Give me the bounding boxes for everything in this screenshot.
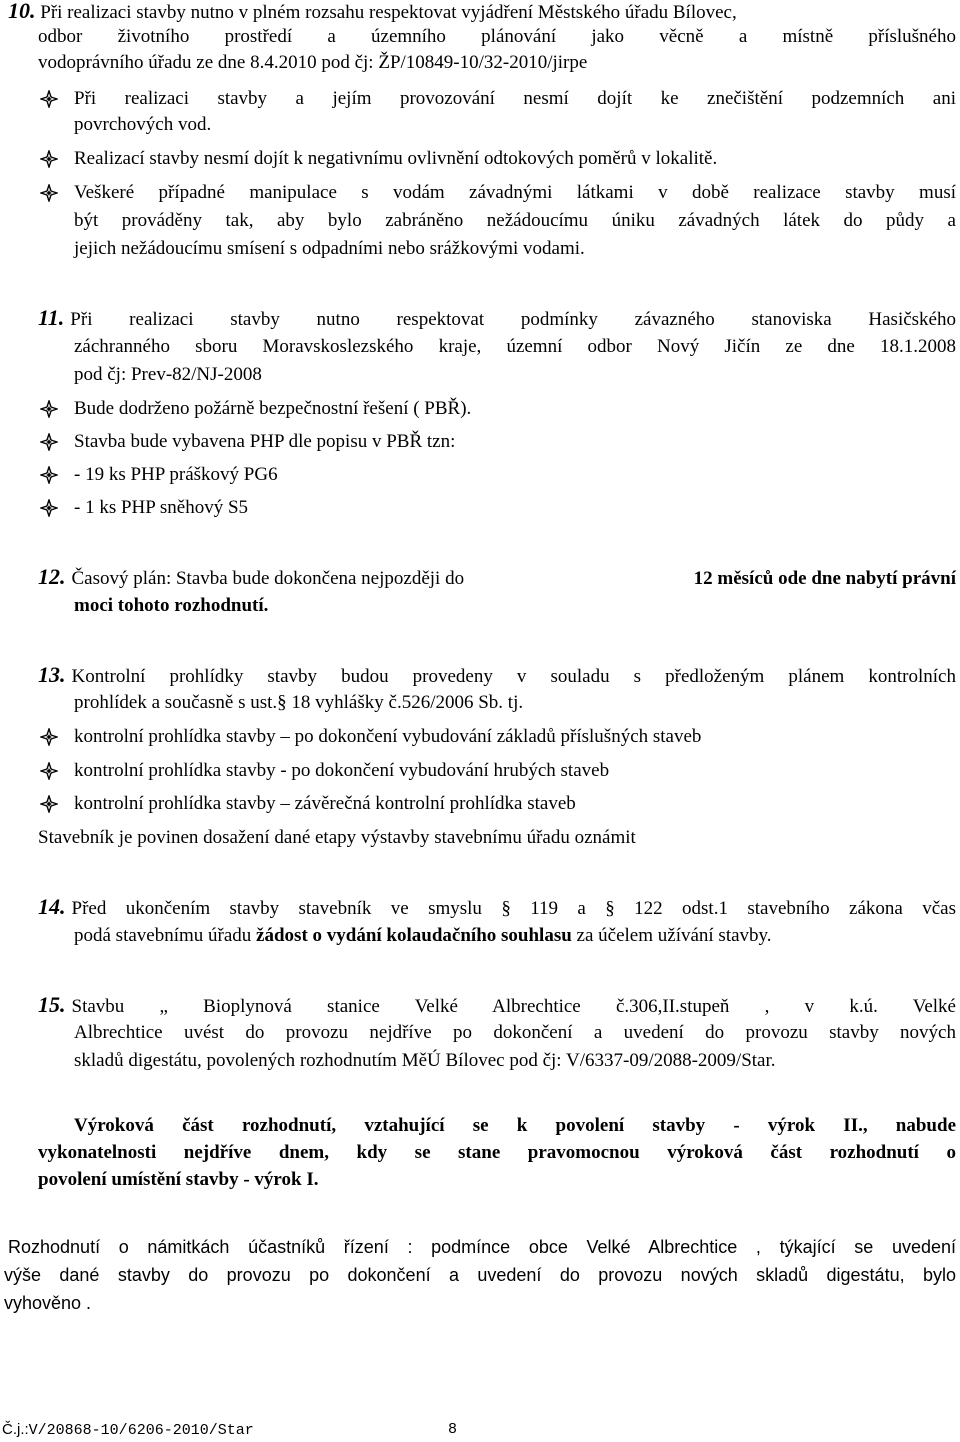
item-14-line-2 <box>74 925 772 947</box>
item-11-text-1: Při realizaci stavby nutno respektovat podmínky závazného stanoviska Hasičského <box>70 309 956 330</box>
item-15-line-1 <box>38 994 956 1018</box>
item-13-line-2: prohlídek a současně s ust.§ 18 vyhlášky č.526/2006 Sb. tj. <box>74 692 524 713</box>
item-15-line-2: Albrechtice uvést do provozu nejdříve po dokončení a uvedení do provozu stavby nových <box>74 1022 956 1043</box>
item-14-text-1: Před ukončením stavby stavebník ve smyslu § 119 a § 122 odst.1 stavebního zákona včas <box>71 898 956 919</box>
item-13-bullet-3: kontrolní prohlídka stavby – závěrečná kontrolní prohlídka staveb <box>74 793 576 814</box>
item-14-line-1 <box>38 896 956 920</box>
item-10-bullet-3-line-3: jejich nežádoucímu smísení s odpadními nebo srážkovými vodami. <box>74 238 585 259</box>
item-11-line-1 <box>38 307 956 331</box>
item-13-bullet-2: kontrolní prohlídka stavby - po dokončení vybudování hrubých staveb <box>74 760 610 781</box>
footer-reference <box>2 1419 254 1442</box>
objection-line-3: vyhověno . <box>4 1293 92 1313</box>
item-11-bullet-4: - 1 ks PHP sněhový S5 <box>74 497 249 518</box>
objection-line-1: Rozhodnutí o námitkách účastníků řízení : podmínce obce Velké Albrechtice , týkající se uvedení <box>8 1237 956 1257</box>
item-11-bullet-2: Stavba bude vybavena PHP dle popisu v PBŘ tzn: <box>74 431 456 452</box>
item-number-14: 14. <box>38 894 66 919</box>
item-15-line-3: skladů digestátu, povolených rozhodnutím MěÚ Bílovec pod čj: V/6337-09/2088-2009/Star. <box>74 1050 776 1071</box>
item-11-bullet-3: - 19 ks PHP práškový PG6 <box>74 464 278 485</box>
item-10-line-3: vodoprávního úřadu ze dne 8.4.2010 pod čj: ŽP/10849-10/32-2010/jirpe <box>38 52 588 73</box>
bullet-icon <box>40 150 58 168</box>
item-14-text-2c: za účelem užívání stavby. <box>576 925 772 946</box>
item-14-text-2b: žádost o vydání kolaudačního souhlasu <box>256 925 572 946</box>
item-12-text-1b: 12 měsíců ode dne nabytí právní <box>693 568 956 589</box>
item-10-bullet-3-line-2: být prováděny tak, aby bylo zabráněno nežádoucímu úniku závadných látek do půdy a <box>74 210 956 231</box>
bullet-icon <box>40 795 58 813</box>
item-number-13: 13. <box>38 662 66 687</box>
bullet-icon <box>40 466 58 484</box>
item-12-line-1 <box>38 566 956 590</box>
item-11-line-3: pod čj: Prev-82/NJ-2008 <box>74 364 262 385</box>
item-number-12: 12. <box>38 564 66 589</box>
bullet-icon <box>40 184 58 202</box>
bullet-icon <box>40 728 58 746</box>
item-10-line-1 <box>8 0 737 24</box>
item-10-bullet-1-line-2: povrchových vod. <box>74 114 212 135</box>
page-number: 8 <box>448 1421 458 1438</box>
bullet-icon <box>40 90 58 108</box>
item-10-text-1: Při realizaci stavby nutno v plném rozsahu respektovat vyjádření Městského úřadu Bílovec, <box>40 2 737 23</box>
item-11-line-2: záchranného sboru Moravskoslezského kraje, územní odbor Nový Jičín ze dne 18.1.2008 <box>74 336 956 357</box>
verdict-line-3: povolení umístění stavby - výrok I. <box>38 1169 319 1190</box>
item-number-15: 15. <box>38 992 66 1017</box>
item-10-line-2: odbor životního prostředí a územního plánování jako věcně a místně příslušného <box>38 26 956 47</box>
item-10-bullet-3-line-1: Veškeré případné manipulace s vodám závadnými látkami v době realizace stavby musí <box>74 182 956 203</box>
bullet-icon <box>40 400 58 418</box>
item-12-line-2: moci tohoto rozhodnutí. <box>74 595 269 616</box>
item-15-text-1: Stavbu „ Bioplynová stanice Velké Albrechtice č.306,II.stupeň , v k.ú. Velké <box>71 996 956 1017</box>
item-number-10: 10. <box>8 0 36 23</box>
item-13-bullet-1: kontrolní prohlídka stavby – po dokončení vybudování základů příslušných staveb <box>74 726 702 747</box>
item-12-text-1a: Časový plán: Stavba bude dokončena nejpozději do <box>71 568 465 589</box>
item-10-bullet-1-line-1: Při realizaci stavby a jejím provozování nesmí dojít ke znečištění podzemních ani <box>74 88 956 109</box>
bullet-icon <box>40 762 58 780</box>
verdict-line-2: vykonatelnosti nejdříve dnem, kdy se stane pravomocnou výroková část rozhodnutí o <box>38 1142 956 1163</box>
item-13-text-1: Kontrolní prohlídky stavby budou provedeny v souladu s předloženým plánem kontrolních <box>71 666 956 687</box>
bullet-icon <box>40 433 58 451</box>
objection-line-2: výše dané stavby do provozu po dokončení a uvedení do provozu nových skladů digestátu, bylo <box>4 1265 956 1285</box>
item-14-text-2a: podá stavebnímu úřadu <box>74 925 252 946</box>
item-number-11: 11. <box>38 305 65 330</box>
item-11-bullet-1: Bude dodrženo požárně bezpečnostní řešení ( PBŘ). <box>74 398 472 419</box>
item-13-line-1 <box>38 664 956 688</box>
bullet-icon <box>40 499 58 517</box>
footer-ref-value: V/20868-10/6206-2010/Star <box>28 1422 254 1439</box>
footer-ref-label: Č.j.: <box>2 1421 29 1438</box>
item-10-bullet-2: Realizací stavby nesmí dojít k negativnímu ovlivnění odtokových poměrů v lokalitě. <box>74 148 718 169</box>
verdict-line-1: Výroková část rozhodnutí, vztahující se k povolení stavby - výrok II., nabude <box>74 1115 956 1136</box>
item-13-after-text: Stavebník je povinen dosažení dané etapy výstavby stavebnímu úřadu oznámit <box>38 827 636 848</box>
